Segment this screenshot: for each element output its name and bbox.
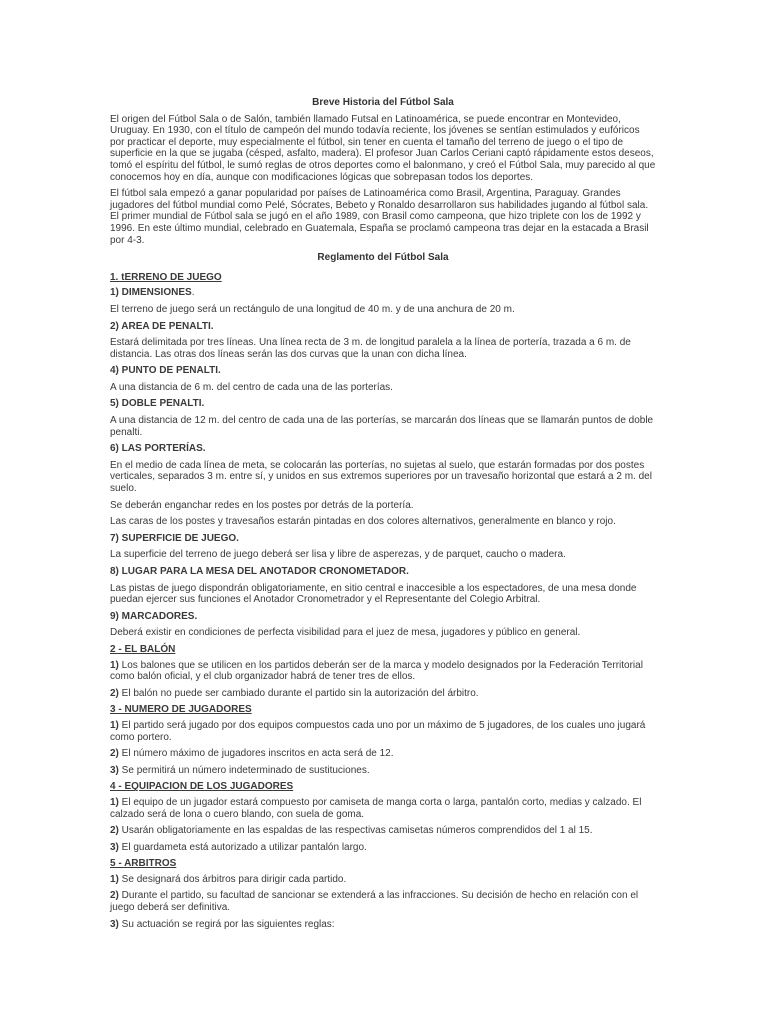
paragraph: El terreno de juego será un rectángulo de una longitud de 40 m. y de una anchura de 20 m.: [110, 303, 515, 315]
paragraph: A una distancia de 6 m. del centro de cada una de las porterías.: [110, 381, 393, 393]
list-item: 3) Su actuación se regirá por las siguientes reglas:: [110, 918, 335, 930]
paragraph: Deberá existir en condiciones de perfecta visibilidad para el juez de mesa, jugadores y público en general.: [110, 627, 581, 639]
list-item: 2) El número máximo de jugadores inscritos en acta será de 12.: [110, 748, 394, 760]
paragraph: Las pistas de juego dispondrán obligatoriamente, en sitio central e inaccesible a los espectadores, de una mesa donde puedan ejercer sus funciones el Anotador Cronometrador y el Representante del Colegio Arbitral.: [110, 582, 637, 606]
list-item: 2) Usarán obligatoriamente en las espaldas de las respectivas camisetas números comprendidos del 1 al 15.: [110, 825, 593, 837]
list-item: 3) El guardameta está autorizado a utilizar pantalón largo.: [110, 841, 367, 853]
subsection-heading: 1) DIMENSIONES.: [110, 287, 195, 299]
paragraph: Estará delimitada por tres líneas. Una línea recta de 3 m. de longitud paralela a la línea de portería, trazada a 6 m. de distancia. Las otras dos líneas serán las dos curvas que la unan con dicha línea.: [110, 337, 631, 360]
paragraph: A una distancia de 12 m. del centro de cada una de las porterías, se marcarán dos líneas que se llamarán puntos de doble penalti.: [110, 415, 654, 438]
section-heading: 5 - ARBITROS: [110, 858, 177, 870]
subsection-heading: 6) LAS PORTERÍAS.: [110, 443, 206, 455]
subsection-heading: 9) MARCADORES.: [110, 610, 198, 622]
list-item: 1) Los balones que se utilicen en los partidos deberán ser de la marca y modelo designados por la Federación Territorial como balón oficial, y el club organizador habrá de tener tres de ellos.: [110, 659, 643, 683]
subsection-heading: 4) PUNTO DE PENALTI.: [110, 365, 221, 377]
subsection-heading: 5) DOBLE PENALTI.: [110, 398, 205, 410]
subsection-heading: 2) AREA DE PENALTI.: [110, 320, 214, 332]
rules-title: Reglamento del Fútbol Sala: [317, 252, 449, 264]
section-heading: 3 - NUMERO DE JUGADORES: [110, 704, 252, 716]
intro-paragraph: El origen del Fútbol Sala o de Salón, también llamado Futsal en Latinoamérica, se puede encontrar en Montevideo, Uruguay. En 1930, con el título de campeón del mundo todavía reciente, los jóvenes se sentían estimulados y eufóricos por practicar el deporte, muy especialmente el fútbol, sin tener en cuenta el tamaño del terreno de juego o el tipo de superficie en la que se jugaba (césped, asfalto, madera). El profesor Juan Carlos Ceriani captó rápidamente estos deseos, tomó el espíritu del fútbol, le sumó reglas de otros deportes como el balonmano, y creó el Fútbol Sala, muy parecido al que conocemos hoy en día, aunque con modificaciones lógicas que sobrepasan todos los deportes.: [110, 113, 656, 183]
list-item: 1) El partido será jugado por dos equipos compuestos cada uno por un máximo de 5 jugadores, de los cuales uno jugará como portero.: [110, 719, 646, 743]
section-heading: 1. tERRENO DE JUEGO: [110, 271, 222, 283]
paragraph: En el medio de cada línea de meta, se colocarán las porterías, no sujetas al suelo, que estarán formadas por dos postes verticales, separados 3 m. entre sí, y unidos en sus extremos superiores por un travesaño horizontal que estará a 2 m. del suelo.: [110, 459, 652, 495]
list-item: 2) Durante el partido, su facultad de sancionar se extenderá a las infracciones. Su decisión de hecho en relación con el juego deberá ser definitiva.: [110, 890, 639, 914]
list-item: 3) Se permitirá un número indeterminado de sustituciones.: [110, 764, 370, 776]
section-heading: 2 - EL BALÓN: [110, 643, 176, 655]
paragraph: Se deberán enganchar redes en los postes por detrás de la portería.: [110, 499, 414, 511]
list-item: 1) El equipo de un jugador estará compuesto por camiseta de manga corta o larga, pantalón corto, medias y calzado. El calzado será de lona o cuero blando, con suela de goma.: [110, 796, 642, 820]
list-item: 1) Se designará dos árbitros para dirigir cada partido.: [110, 873, 347, 885]
intro-paragraph: El fútbol sala empezó a ganar popularidad por países de Latinoamérica como Brasil, Argentina, Paraguay. Grandes jugadores del fútbol mundial como Pelé, Sócrates, Bebeto y Ronaldo desarrollaron sus habilidades jugando al fútbol sala. El primer mundial de Fútbol sala se jugó en el año 1989, con Brasil como campeona, que hizo triplete con los de 1992 y 1996. En este último mundial, celebrado en Guatemala, España se proclamó campeona tras dejar en la estacada a Brasil por 4-3.: [110, 188, 649, 246]
subsection-heading: 7) SUPERFICIE DE JUEGO.: [110, 532, 239, 544]
subsection-heading: 8) LUGAR PARA LA MESA DEL ANOTADOR CRONOMETADOR.: [110, 566, 409, 577]
list-item: 2) El balón no puede ser cambiado durante el partido sin la autorización del árbitro.: [110, 687, 479, 699]
paragraph: La superficie del terreno de juego deberá ser lisa y libre de asperezas, y de parquet, caucho o madera.: [110, 549, 566, 561]
paragraph: Las caras de los postes y travesaños estarán pintadas en dos colores alternativos, generalmente en blanco y rojo.: [110, 516, 616, 528]
document-title: Breve Historia del Fútbol Sala: [312, 97, 454, 108]
section-heading: 4 - EQUIPACION DE LOS JUGADORES: [110, 781, 294, 793]
